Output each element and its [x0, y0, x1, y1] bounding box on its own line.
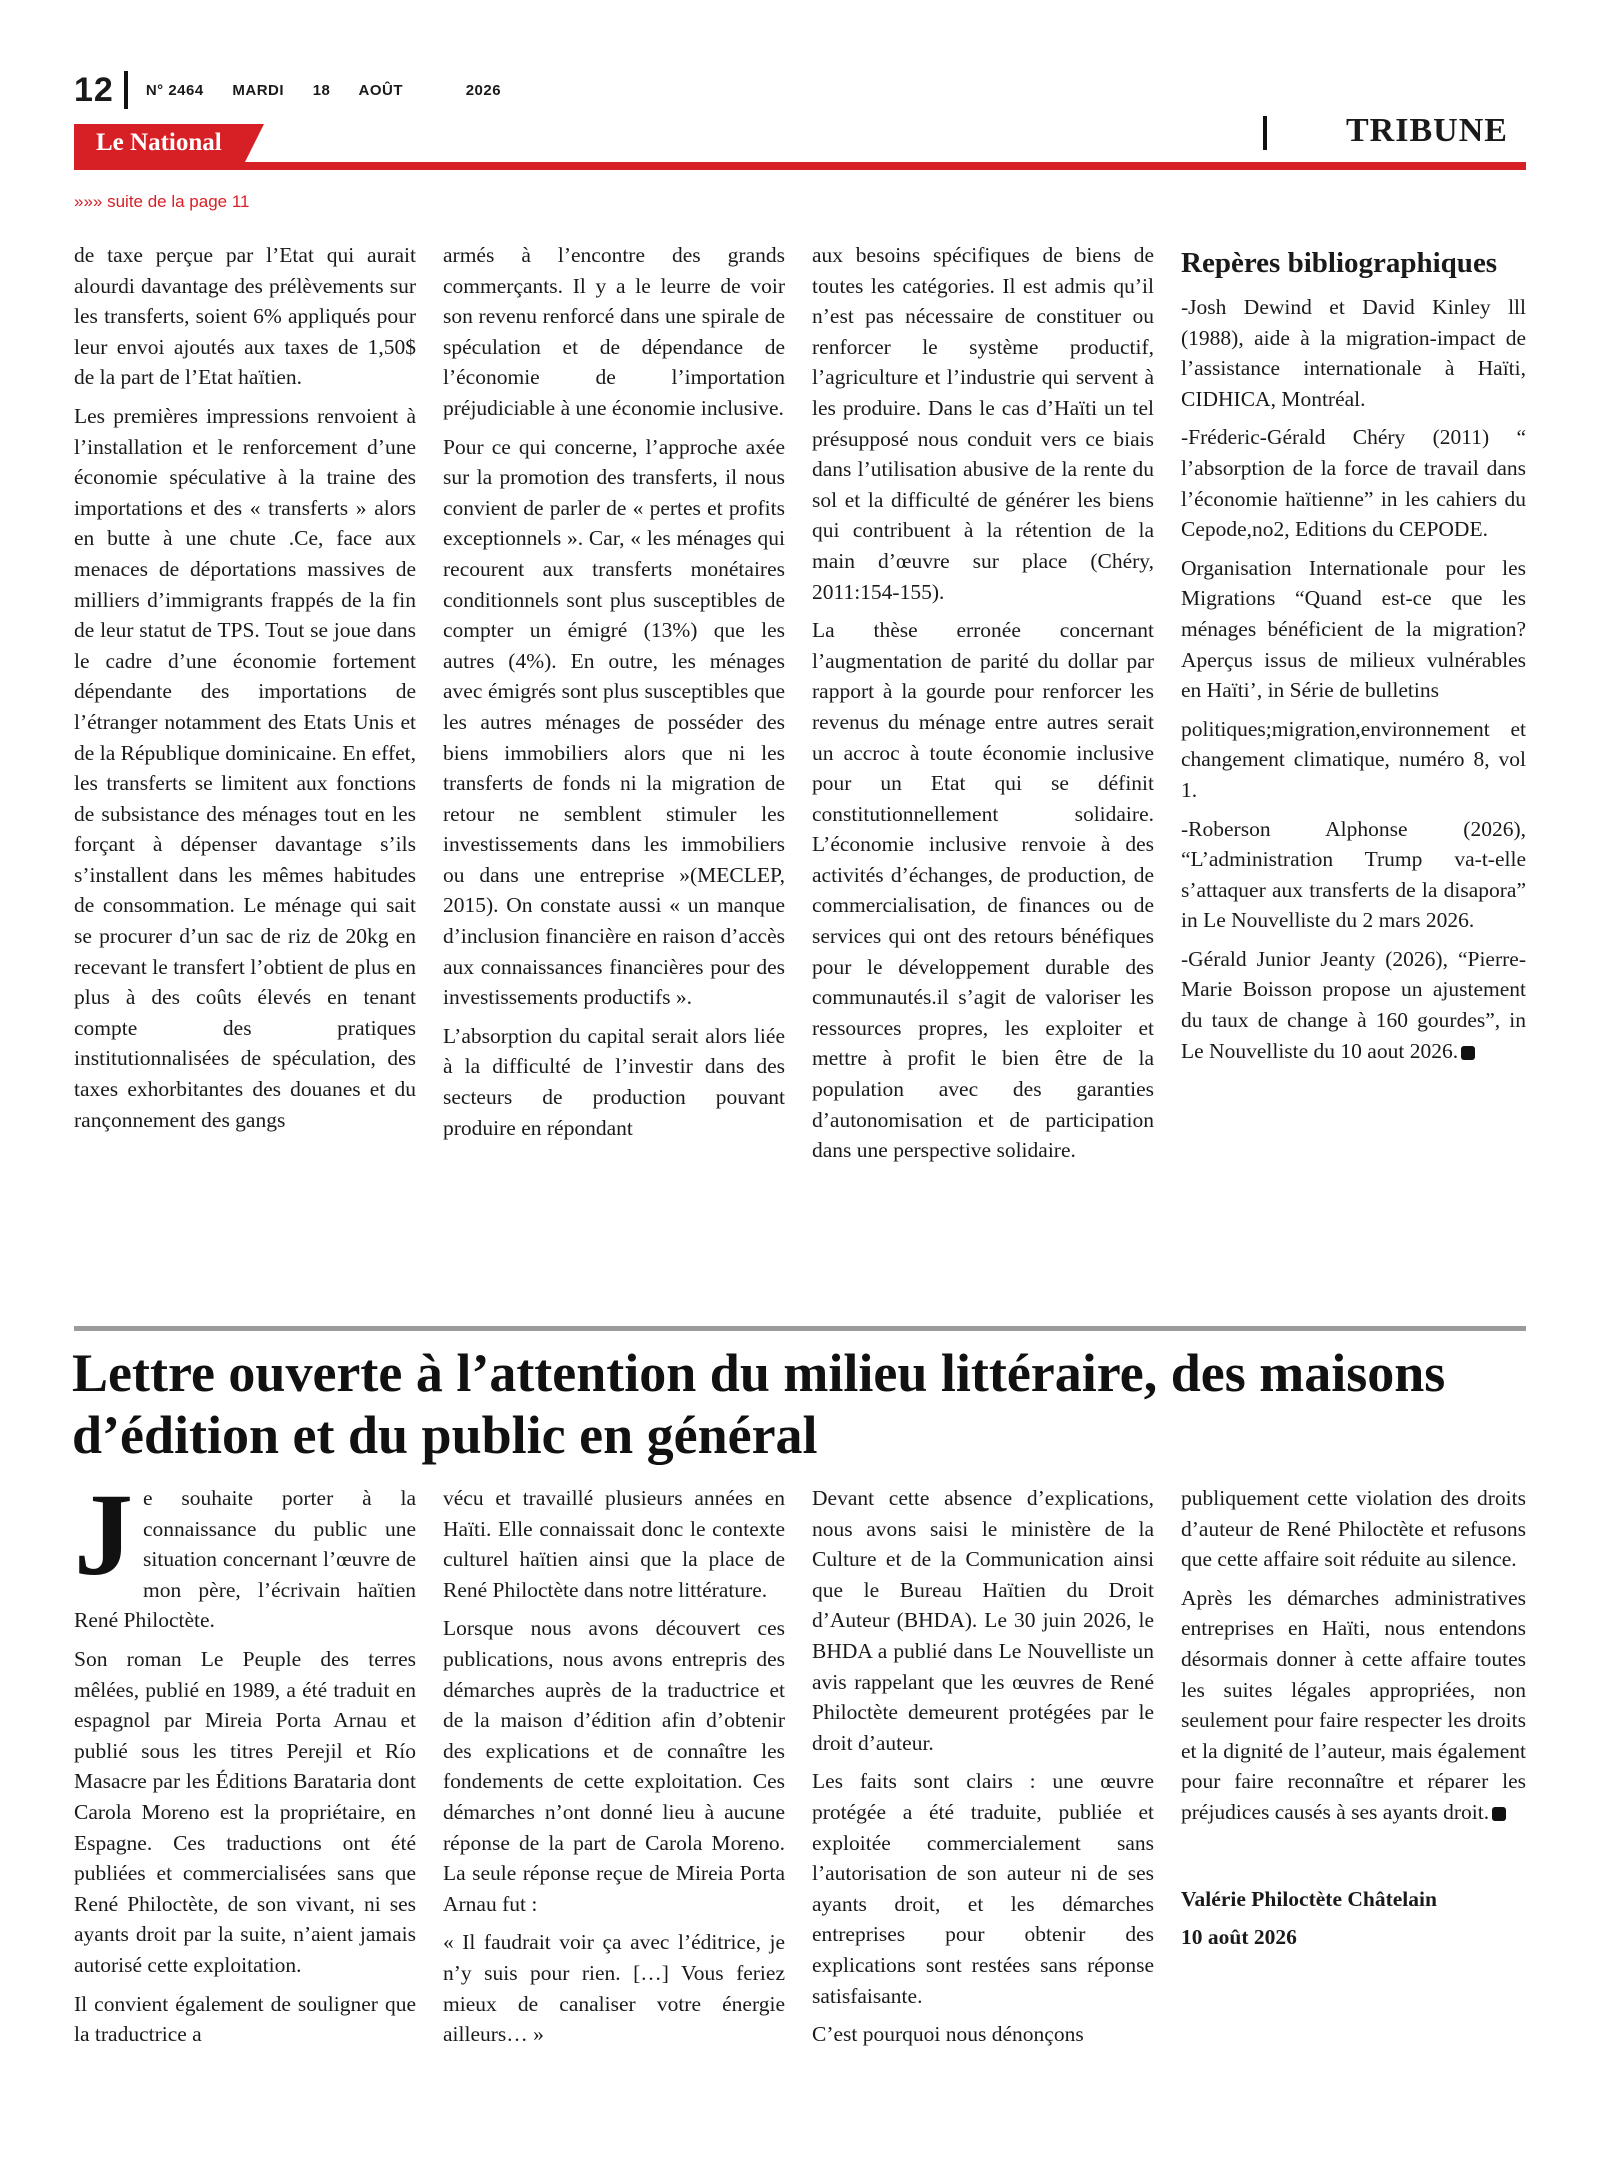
paragraph: Devant cette absence d’explications, nous avons saisi le ministère de la Culture et de la Communication ainsi que le Bureau Haïtien du Droit d’Auteur (BHDA). Le 30 juin 2026, le BHDA a publié dans Le Nouvelliste un avis rappelant que les œuvres de René Philoctète demeurent protégées par le droit d’auteur.: [812, 1486, 1154, 1755]
article2-column-2: [443, 1483, 785, 2058]
signature-date: 10 août 2026: [1181, 1925, 1297, 1950]
article2-headline: Lettre ouverte à l’attention du milieu littéraire, des maisons d’édition et du public en général: [72, 1343, 1446, 1465]
article-divider: [74, 1326, 1526, 1331]
paragraph: Son roman Le Peuple des terres mêlées, publié en 1989, a été traduit en espagnol par Mireia Porta Arnau et publié sous les titres Perejil et Río Masacre par les Éditions Barataria dont Carola Moreno est la propriétaire, en Espagne. Ces traductions ont été publiées et commercialisées sans que René Philoctète, de son vivant, ni ses ayants droit par la suite, n’aient jamais autorisé cette exploitation.: [74, 1646, 416, 1977]
header-rule: [74, 162, 1526, 170]
paragraph: La thèse erronée concernant l’augmentation de parité du dollar par rapport à la gourde pour renforcer les revenus du ménage entre autres serait un accroc à toute économie inclusive pour un Etat qui se définit constitutionnellement solidaire. L’économie inclusive renvoie à des activités d’échanges, de production, de commercialisation, de finances ou de services qui ont des retours bénéfiques pour le développement durable des communautés.il s’agit de valoriser les ressources propres, les exploiter et mettre à profit le bien être de la population avec des garanties d’autonomisation et de participation dans une perspective solidaire.: [812, 618, 1154, 1163]
paragraph: aux besoins spécifiques de biens de toutes les catégories. Il est admis qu’il n’est pas nécessaire de constituer ou renforcer le système productif, l’agriculture et l’industrie qui servent à les produire. Dans le cas d’Haïti un tel présupposé nous conduit vers ce biais dans l’utilisation abusive de la rente du sol et la difficulté de générer les biens qui contribuent à la rétention de la main d’œuvre sur place (Chéry, 2011:154-155).: [812, 243, 1154, 604]
paragraph: Pour ce qui concerne, l’approche axée sur la promotion des transferts, il nous convient de parler de « pertes et profits exceptionnels ». Car, « les ménages qui recourent aux transferts monétaires conditionnels sont plus susceptibles de compter un émigré (13%) que les autres (4%). En outre, les ménages avec émigrés sont plus susceptibles que les autres ménages de posséder des biens immobiliers alors que ni les transferts de fonds ni la migration de retour ne semblent stimuler les investissements dans les immobiliers ou dans une entreprise »(MECLEP, 2015). On constate aussi « un manque d’inclusion financière en raison d’accès aux connaissances financières pour des investissements productifs ».: [443, 434, 785, 1010]
paragraph-text: e souhaite porter à la connaissance du public une situation concernant l’œuvre de mon père, l’écrivain haïtien René Philoctète.: [74, 1486, 416, 1633]
article1-column-1: [74, 240, 416, 1143]
article2-column-3: [812, 1483, 1154, 2058]
issue-meta: [146, 82, 525, 99]
quote-paragraph: « Il faudrait voir ça avec l’éditrice, je n’y suis pour rien. […] Vous feriez mieux de canaliser votre énergie ailleurs… »: [443, 1930, 785, 2047]
article1-column-3: [812, 240, 1154, 1174]
bibliography-title: Repères bibliographiques: [1181, 247, 1498, 279]
signature-name: Valérie Philoctète Châtelain: [1181, 1886, 1437, 1911]
section-divider: [1263, 116, 1267, 150]
reference-item: -Fréderic-Gérald Chéry (2011) “ l’absorption de la force de travail dans l’économie haïtienne” in les cahiers du Cepode,no2, Editions du CEPODE.: [1181, 425, 1526, 542]
paragraph: [1181, 1583, 1526, 1828]
end-mark-icon: [1492, 1807, 1506, 1821]
paragraph: Les premières impressions renvoient à l’installation et le renforcement d’une économie spéculative à la traine des importations et des « transferts » alors en butte à une chute .Ce, face aux menaces de déportations massives de milliers d’immigrants frappés de la fin de leur statut de TPS. Tout se joue dans le cadre d’une économie fortement dépendante des importations de l’étranger notamment des Etats Unis et de la République dominicaine. En effet, les transferts se limitent aux fonctions de subsistance des ménages tout en les forçant à dépenser davantage s’ils s’installent dans les mêmes habitudes de consommation. Le ménage qui sait se procurer d’un sac de riz de 20kg en recevant le transfert l’obtient de plus en plus à des coûts élevés en tenant compte des pratiques institutionnalisées de spéculation, des taxes exhorbitantes des douanes et du rançonnement des gangs: [74, 403, 416, 1132]
paragraph: Lorsque nous avons découvert ces publications, nous avons entrepris des démarches auprès de la traductrice et de la maison d’édition afin d’obtenir des explications et de connaître les fondements de cette exploitation. Ces démarches n’ont donné lieu à aucune réponse de la part de Carola Moreno. La seule réponse reçue de Mireia Porta Arnau fut :: [443, 1616, 785, 1916]
newspaper-logo: Le National: [96, 129, 222, 156]
paragraph: L’absorption du capital serait alors liée à la difficulté de l’investir dans des secteurs de production pouvant produire en répondant: [443, 1023, 785, 1140]
reference-item: -Josh Dewind et David Kinley lll (1988), aide à la migration-impact de l’assistance internationale à Haïti, CIDHICA, Montréal.: [1181, 295, 1526, 411]
reference-item: politiques;migration,environnement et changement climatique, numéro 8, vol 1.: [1181, 716, 1526, 802]
continued-from-label: »»» suite de la page 11: [74, 192, 250, 211]
paragraph: de taxe perçue par l’Etat qui aurait alourdi davantage des prélèvements sur les transferts, soient 6% appliqués pour leur envoi ajoutés aux taxes de 1,50$ de la part de l’Etat haïtien.: [74, 243, 416, 390]
section-title: TRIBUNE: [1346, 112, 1508, 149]
paragraph: [74, 1469, 416, 1636]
paragraph: publiquement cette violation des droits d’auteur de René Philoctète et refusons que cette affaire soit réduite au silence.: [1181, 1486, 1526, 1572]
reference-item: -Roberson Alphonse (2026), “L’administration Trump va-t-elle s’attaquer aux transferts de la disapora” in Le Nouvelliste du 2 mars 2026.: [1181, 816, 1526, 933]
page-number: 12: [74, 70, 114, 109]
reference-item: [1181, 944, 1526, 1066]
article2-column-1: [74, 1469, 416, 2058]
drop-cap: J: [74, 1469, 133, 1600]
reference-item: Organisation Internationale pour les Migrations “Quand est-ce que les ménages bénéficient de la migration?Aperçus issus de milieux vulnérables en Haïti’, in Série de bulletins: [1181, 555, 1526, 703]
issue-date: 18: [312, 81, 331, 99]
paragraph: armés à l’encontre des grands commerçants. Il y a le leurre de voir son revenu renforcé dans une spirale de spéculation et de dépendance de l’économie de l’importation préjudiciable à une économie inclusive.: [443, 243, 785, 420]
reference-text: -Gérald Junior Jeanty (2026), “Pierre-Marie Boisson propose un ajustement du taux de change à 160 gourdes”, in Le Nouvelliste du 10 aout 2026.: [1181, 946, 1526, 1063]
paragraph: Les faits sont clairs : une œuvre protégée a été traduite, publiée et exploitée commercialement sans l’autorisation de son auteur ni de ses ayants droit, et les démarches entreprises pour obtenir des explications sont restées sans réponse satisfaisante.: [812, 1769, 1154, 2008]
paragraph-text: Après les démarches administratives entreprises en Haïti, nous entendons désormais donner à cette affaire toutes les suites légales appropriées, non seulement pour faire respecter les droits et la dignité de l’auteur, mais également pour faire reconnaître et réparer les préjudices causés à ses ayants droit.: [1181, 1585, 1526, 1824]
issue-month: AOÛT: [358, 81, 404, 99]
bibliography-column: [1181, 240, 1526, 1074]
masthead-divider: [124, 71, 128, 109]
paragraph: C’est pourquoi nous dénonçons: [812, 2022, 1084, 2047]
masthead-bar: [74, 70, 525, 110]
issue-number: N° 2464: [145, 81, 204, 99]
article2-column-4: [1181, 1483, 1526, 1961]
paragraph: Il convient également de souligner que la traductrice a: [74, 1991, 416, 2047]
issue-year: 2026: [465, 81, 502, 99]
article1-column-2: [443, 240, 785, 1151]
issue-day: MARDI: [232, 81, 285, 99]
paragraph: vécu et travaillé plusieurs années en Haïti. Elle connaissait donc le contexte culturel haïtien ainsi que la place de René Philoctète dans notre littérature.: [443, 1486, 785, 1602]
end-mark-icon: [1461, 1046, 1475, 1060]
